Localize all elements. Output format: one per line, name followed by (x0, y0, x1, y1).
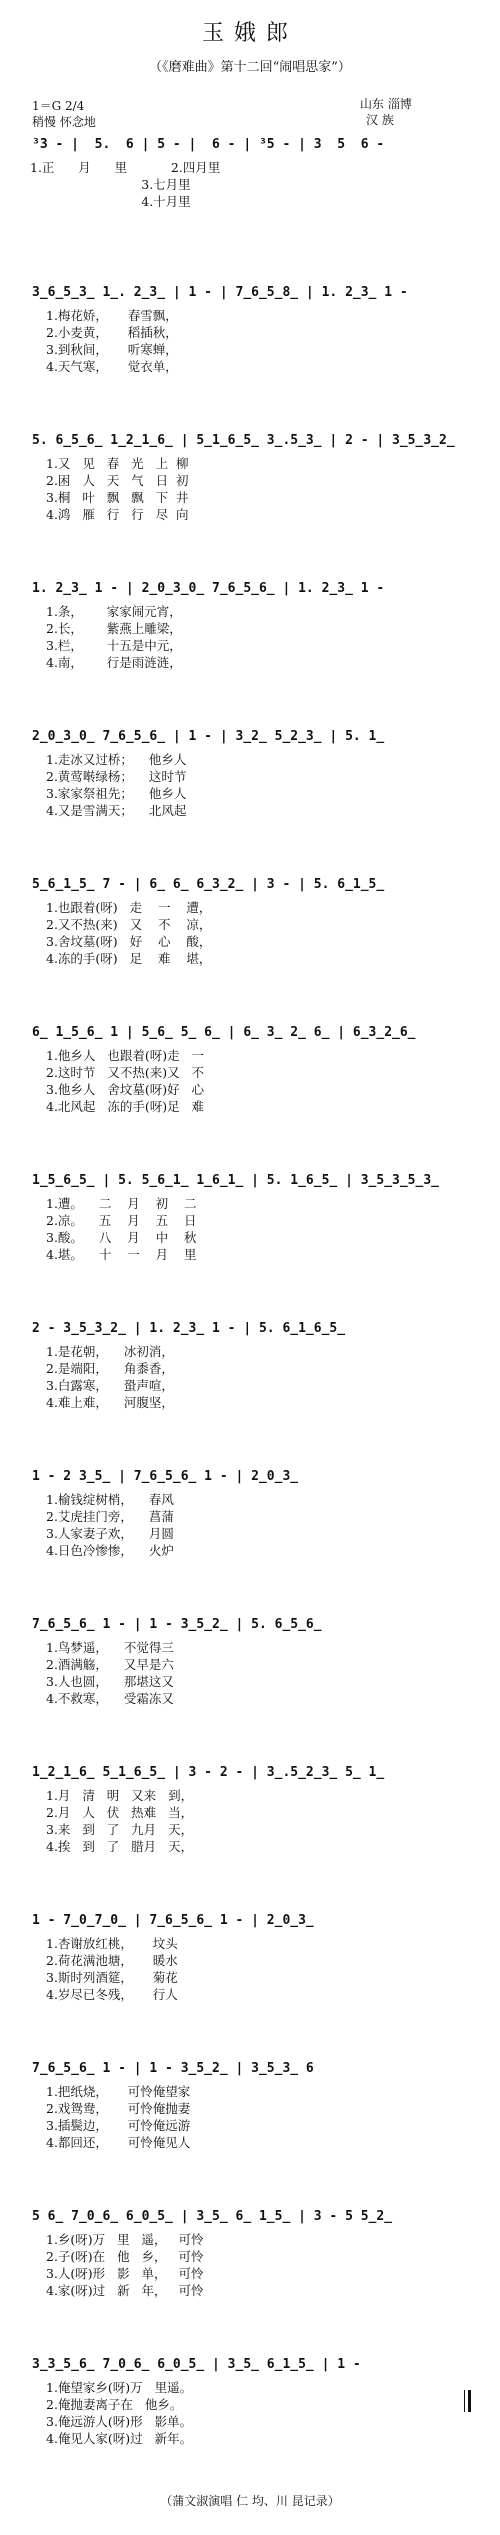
lyric-line: 1.鸟梦遥， 不觉得三 (46, 1640, 174, 1655)
lyric-line: 3.桐 叶 飘 飘 下 井 (46, 490, 189, 505)
notation-text: 1 ‑ 2 3̲5̲ | 7̲6̲5̲6̲ 1 ‑ | 2̲0̲3̲ (32, 1469, 299, 1484)
lyric-line: 4.不救寒， 受霜冻又 (46, 1691, 174, 1706)
lyric-line: 3.舍坟墓(呀) 好 心 酸， (46, 934, 212, 949)
lyric-line: 3.俺远游人(呀)形 影单。 (46, 2414, 193, 2429)
music-system (26, 1316, 474, 1411)
lyric-line: 3.插鬓边， 可怜俺远游 (46, 2118, 191, 2133)
notation-text: 1 ‑ 7̲0̲7̲0̲ | 7̲6̲5̲6̲ 1 ‑ | 2̲0̲3̲ (32, 1913, 314, 1928)
lyric-line: 4.家(呀)过 新 年， 可怜 (46, 2283, 204, 2298)
notation-text: 1. 2̲3̲ 1 ‑ | 2̲0̲3̲0̲ 7̲6̲5̲6̲ | 1. 2̲3̲ 1 ‑ (32, 581, 385, 596)
lyric-line: 2.子(呀)在 他 乡， 可怜 (46, 2249, 204, 2264)
lyrics-block (26, 751, 474, 819)
lyric-line: 1.是花朝， 冰初消， (46, 1344, 174, 1359)
lyrics-block (26, 159, 474, 210)
lyric-line: 2.俺抛妻离子在 他乡。 (46, 2397, 183, 2412)
notation-text: 5 6̲ 7̲0̲6̲ 6̲0̲5̲ | 3̲5̲ 6̲ 1̲5̲ | 3 ‑ 5 5̲2̲ (32, 2209, 393, 2224)
lyric-line: 2.长， 紫燕上雕梁， (46, 621, 182, 636)
notation-text: 1̲2̲1̲6̲ 5̲1̲6̲5̲ | 3 ‑ 2 ‑ | 3̲.5̲2̲3̲ 5̲ 1̲ (32, 1765, 385, 1780)
notation-line (26, 1908, 474, 1933)
notation-line (26, 1316, 474, 1341)
lyric-line: 3.人(呀)形 影 单， 可怜 (46, 2266, 204, 2281)
lyric-line: 1.俺望家乡(呀)万 里遥。 (46, 2380, 193, 2395)
lyrics-block (26, 1195, 474, 1263)
tempo-marking: 稍慢 怀念地 (32, 115, 96, 129)
lyrics-block (26, 603, 474, 671)
notation-line (26, 132, 474, 157)
notation-text: 5̲6̲1̲5̲ 7 ‑ | 6̲ 6̲ 6̲3̲2̲ | 3 ‑ | 5. 6̲1̲5̲ (32, 877, 385, 892)
region-label: 山东 淄博 (360, 97, 412, 111)
lyric-line: 3.栏， 十五是中元， (46, 638, 182, 653)
lyric-line: 1.月 清 明 又来 到， (46, 1788, 194, 1803)
notation-text: 6̲ 1̲5̲6̲ 1 | 5̲6̲ 5̲ 6̲ | 6̲ 3̲ 2̲ 6̲ | 6̲3̲2̲6̲ (32, 1025, 416, 1040)
page-title: 玉娥郎 (201, 21, 298, 46)
lyrics-block (26, 307, 474, 375)
notation-line (26, 724, 474, 749)
lyric-line: 3.来 到 了 九月 天， (46, 1822, 194, 1837)
lyric-line: 1.把纸烧， 可怜俺望家 (46, 2084, 191, 2099)
notation-line (26, 1168, 474, 1193)
key-signature: 1＝G 2/4 (32, 99, 85, 113)
lyric-line: 1.走冰又过桥； 他乡人 (46, 752, 187, 767)
lyric-line: 2.小麦黄， 稻插秋， (46, 325, 178, 340)
notation-line (26, 428, 474, 453)
lyric-line: 4.难上难， 河腹坚， (46, 1395, 174, 1410)
notation-text: 1̲5̲6̲5̲ | 5. 5̲6̲1̲ 1̲6̲1̲ | 5. 1̲6̲5̲ | 3̲5̲3̲5̲3̲ (32, 1173, 439, 1188)
lyric-line: 1.条， 家家闹元宵， (46, 604, 182, 619)
meta-left (32, 98, 96, 130)
lyrics-block (26, 1935, 474, 2003)
notation-line (26, 2204, 474, 2229)
music-system (26, 1908, 474, 2003)
notation-line (26, 872, 474, 897)
lyric-line: 4.日色冷惨惨， 火炉 (46, 1543, 174, 1558)
music-system (26, 132, 474, 210)
lyric-line: 4.北风起 冻的手(呀)足 难 (46, 1099, 205, 1114)
notation-line (26, 280, 474, 305)
lyric-line: 4.冻的手(呀) 足 难 堪， (46, 951, 212, 966)
notation-line (26, 1020, 474, 1045)
lyric-line: 1.榆钱绽树梢， 春风 (46, 1492, 174, 1507)
lyric-line: 2.荷花满池塘， 暖水 (46, 1953, 178, 1968)
lyric-line: 2.酒满觞， 又早是六 (46, 1657, 174, 1672)
music-system (26, 576, 474, 671)
lyric-line: 2.月 人 伏 热难 当， (46, 1805, 194, 1820)
notation-text: ³3 ‑ | 5. 6 | 5 ‑ | 6 ‑ | ³5 ‑ | 3 5 6 ‑ (32, 137, 385, 152)
page-subtitle: （《磨难曲》第十二回“闹唱思家”） (149, 60, 351, 75)
lyric-line: 1.也跟着(呀) 走 一 遭， (46, 900, 212, 915)
meta-right (360, 96, 412, 128)
lyrics-block (26, 899, 474, 967)
music-system (26, 1464, 474, 1559)
lyric-line: 1.他乡人 也跟着(呀)走 一 (46, 1048, 205, 1063)
lyric-line: 1.杏谢放红桃， 坟头 (46, 1936, 178, 1951)
music-system (26, 1612, 474, 1707)
music-system (26, 280, 474, 375)
notation-text: 2̲0̲3̲0̲ 7̲6̲5̲6̲ | 1 ‑ | 3̲2̲ 5̲2̲3̲ | 5. 1̲ (32, 729, 385, 744)
lyric-line: 4.岁尽已冬残， 行人 (46, 1987, 178, 2002)
lyric-line: 3.家家祭祖先； 他乡人 (46, 786, 187, 801)
notation-text: 5. 6̲5̲6̲ 1̲2̲1̲6̲ | 5̲1̲6̲5̲ 3̲.5̲3̲ | 2 ‑ | 3̲5̲3̲2̲ (32, 433, 455, 448)
notation-line (26, 2352, 474, 2377)
notation-text: 7̲6̲5̲6̲ 1 ‑ | 1 ‑ 3̲5̲2̲ | 3̲5̲3̲ 6 (32, 2061, 314, 2076)
music-system (26, 2056, 474, 2151)
lyrics-block (26, 1343, 474, 1411)
music-system (26, 872, 474, 967)
notation-line (26, 1760, 474, 1785)
final-thin-barline (464, 2390, 465, 2412)
notation-line (26, 1612, 474, 1637)
lyric-line: 2.戏鸳鸯， 可怜俺抛妻 (46, 2101, 191, 2116)
lyric-line: 2.是端阳， 角黍香， (46, 1361, 174, 1376)
lyrics-block (26, 1639, 474, 1707)
notation-text: 7̲6̲5̲6̲ 1 ‑ | 1 ‑ 3̲5̲2̲ | 5. 6̲5̲6̲ (32, 1617, 322, 1632)
lyric-line: 3.人家妻子欢， 月圆 (46, 1526, 174, 1541)
final-thick-barline (468, 2390, 471, 2412)
lyric-line: 4.南， 行是雨涟涟， (46, 655, 182, 670)
notation-line (26, 2056, 474, 2081)
lyric-line: 1.正 月 里 2.四月里 (30, 160, 221, 175)
lyric-line: 3.人也圆， 那堪这又 (46, 1674, 174, 1689)
lyric-line: 3.他乡人 舍坟墓(呀)好 心 (46, 1082, 205, 1097)
lyric-line: 4.鸿 雁 行 行 尽 向 (46, 507, 189, 522)
lyric-line: 2.又不热(来) 又 不 凉， (46, 917, 212, 932)
lyric-line: 1.梅花娇， 春雪飘， (46, 308, 178, 323)
lyric-line: 4.俺见人家(呀)过 新年。 (46, 2431, 193, 2446)
lyric-line: 2.困 人 天 气 日 初 (46, 473, 189, 488)
lyric-line: 2.艾虎挂门旁， 菖蒲 (46, 1509, 174, 1524)
music-system (26, 1020, 474, 1115)
lyric-line: 4.天气寒， 觉衣单， (46, 359, 178, 374)
lyrics-block (26, 1047, 474, 1115)
notation-text: 3̲6̲5̲3̲ 1̲. 2̲3̲ | 1 ‑ | 7̲6̲5̲8̲ | 1. 2̲3̲ 1 ‑ (32, 285, 408, 300)
lyric-line: 4.都回还， 可怜俺见人 (46, 2135, 191, 2150)
notation-text: 2 ‑ 3̲5̲3̲2̲ | 1. 2̲3̲ 1 ‑ | 5. 6̲1̲6̲5̲ (32, 1321, 346, 1336)
music-system (26, 2204, 474, 2299)
lyric-line: 2.这时节 又不热(来)又 不 (46, 1065, 205, 1080)
music-system (26, 1168, 474, 1263)
notation-line (26, 1464, 474, 1489)
lyric-line: 3.七月里 (30, 177, 191, 192)
music-system (26, 428, 474, 523)
lyrics-block (26, 2083, 474, 2151)
music-system (26, 1760, 474, 1855)
footer-credit: （蒲文淑演唱 仁 均、川 昆记录） (160, 2494, 340, 2508)
lyric-line: 4.挨 到 了 腊月 天， (46, 1839, 194, 1854)
lyric-line: 3.酸。 八 月 中 秋 (46, 1230, 197, 1245)
ethnic-label: 汉 族 (366, 113, 394, 127)
lyrics-block (26, 1787, 474, 1855)
lyric-line: 1.遭。 二 月 初 二 (46, 1196, 197, 1211)
lyrics-block (26, 2379, 474, 2447)
lyrics-block (26, 455, 474, 523)
lyric-line: 2.凉。 五 月 五 日 (46, 1213, 197, 1228)
lyric-line: 3.到秋间， 听寒蝉， (46, 342, 178, 357)
lyric-line: 3.白露寒， 蛩声喧， (46, 1378, 174, 1393)
music-system (26, 724, 474, 819)
lyrics-block (26, 1491, 474, 1559)
lyric-line: 4.十月里 (30, 194, 191, 209)
lyric-line: 2.黄莺啭绿杨； 这时节 (46, 769, 187, 784)
lyrics-block (26, 2231, 474, 2299)
notation-line (26, 576, 474, 601)
lyric-line: 4.又是雪满天； 北风起 (46, 803, 187, 818)
notation-text: 3̲3̲5̲6̲ 7̲0̲6̲ 6̲0̲5̲ | 3̲5̲ 6̲1̲5̲ | 1 ‑ (32, 2357, 361, 2372)
lyric-line: 1.又 见 春 光 上 柳 (46, 456, 189, 471)
lyric-line: 4.堪。 十 一 月 里 (46, 1247, 197, 1262)
lyric-line: 3.斯时列酒筵， 菊花 (46, 1970, 178, 1985)
music-system (26, 2352, 474, 2447)
lyric-line: 1.乡(呀)万 里 遥， 可怜 (46, 2232, 204, 2247)
